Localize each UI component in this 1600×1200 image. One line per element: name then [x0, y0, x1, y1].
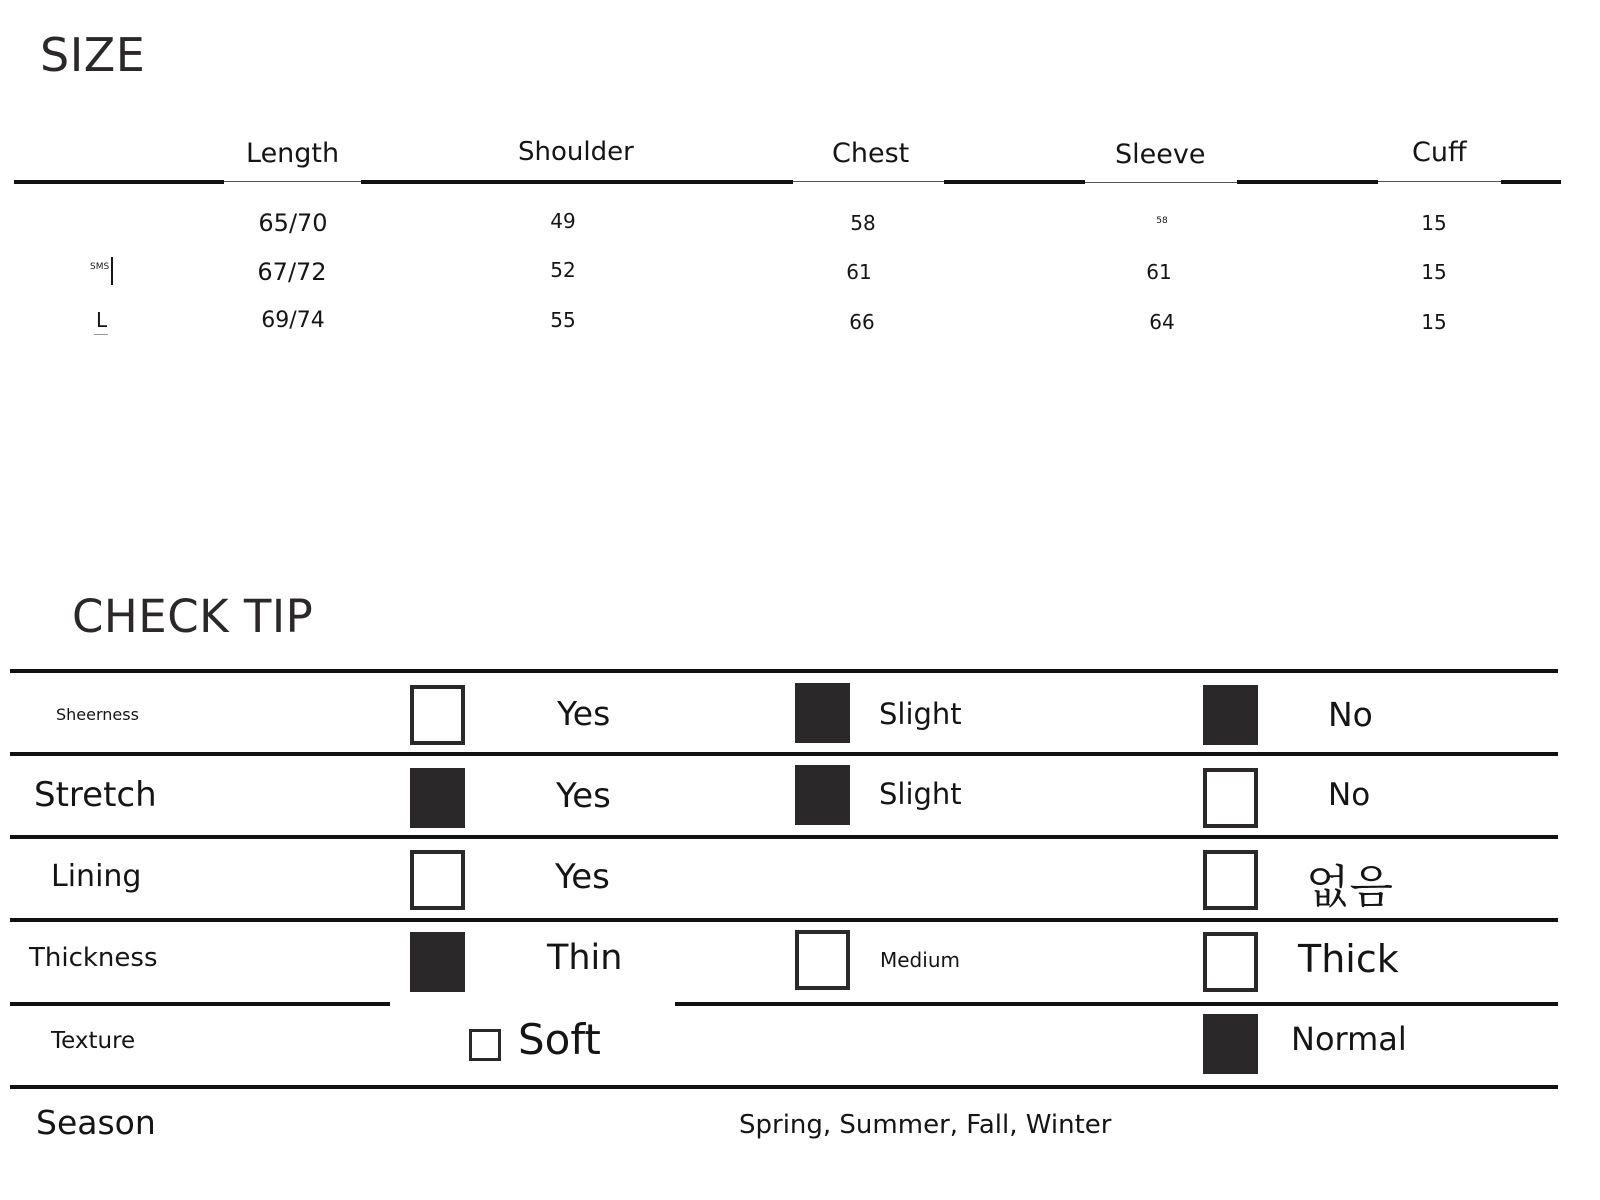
- thickness-thick-checkbox[interactable]: [1203, 932, 1258, 992]
- header-rule: [14, 180, 224, 184]
- lining-label: Lining: [51, 859, 142, 894]
- row-divider: [111, 257, 113, 285]
- row-rule: [10, 752, 1558, 756]
- thickness-medium-checkbox[interactable]: [795, 930, 850, 990]
- cell-chest: 61: [846, 260, 872, 284]
- header-rule: [944, 180, 1085, 184]
- thickness-thin-label: Thin: [547, 938, 623, 978]
- lining-none-checkbox[interactable]: [1203, 850, 1258, 910]
- cell-cuff: 15: [1421, 260, 1447, 284]
- header-underline: [793, 181, 944, 182]
- column-header-shoulder: Shoulder: [518, 137, 634, 167]
- cell-shoulder: 55: [550, 308, 576, 332]
- stretch-label: Stretch: [34, 775, 157, 815]
- header-underline: [224, 181, 361, 182]
- size-label: SMS: [90, 262, 110, 272]
- stretch-slight-checkbox[interactable]: [795, 765, 850, 825]
- sheerness-yes-label: Yes: [557, 694, 611, 733]
- row-rule: [675, 1002, 1558, 1006]
- cell-chest: 66: [849, 310, 875, 334]
- cell-length: 65/70: [258, 209, 328, 237]
- stretch-yes-checkbox[interactable]: [410, 768, 465, 828]
- size-label: L: [96, 308, 108, 332]
- sheerness-label: Sheerness: [56, 705, 139, 724]
- row-rule: [10, 835, 1558, 839]
- sheerness-yes-checkbox[interactable]: [410, 685, 465, 745]
- texture-normal-label: Normal: [1291, 1020, 1407, 1058]
- row-rule: [10, 918, 1558, 922]
- lining-yes-label: Yes: [555, 857, 610, 897]
- row-rule: [10, 1002, 390, 1006]
- stretch-slight-label: Slight: [879, 777, 962, 811]
- header-rule: [361, 180, 793, 184]
- texture-normal-checkbox[interactable]: [1203, 1014, 1258, 1074]
- cell-length: 67/72: [257, 258, 327, 286]
- size-title: SIZE: [40, 28, 146, 82]
- cell-sleeve: 58: [1156, 216, 1168, 226]
- cell-sleeve: 64: [1149, 310, 1175, 334]
- stretch-no-checkbox[interactable]: [1203, 768, 1258, 828]
- header-rule: [1237, 180, 1378, 184]
- stretch-yes-label: Yes: [556, 776, 611, 816]
- thickness-thick-label: Thick: [1298, 937, 1399, 981]
- row-rule: [10, 669, 1558, 673]
- check-tip-title: CHECK TIP: [72, 590, 314, 643]
- cell-shoulder: 52: [550, 258, 576, 282]
- thickness-medium-label: Medium: [880, 948, 960, 972]
- header-underline: [1085, 182, 1237, 183]
- row-rule: [10, 1085, 1558, 1089]
- lining-none-label: 없음: [1306, 860, 1393, 913]
- thickness-label: Thickness: [29, 943, 158, 973]
- header-rule: [1501, 180, 1561, 184]
- column-header-chest: Chest: [832, 138, 910, 169]
- sheerness-no-label: No: [1328, 695, 1373, 734]
- season-label: Season: [36, 1103, 156, 1142]
- sheerness-slight-checkbox[interactable]: [795, 683, 850, 743]
- cell-length: 69/74: [261, 308, 325, 333]
- cell-cuff: 15: [1421, 211, 1447, 235]
- thickness-thin-checkbox[interactable]: [410, 932, 465, 992]
- size-label-underline: [94, 334, 108, 335]
- texture-label: Texture: [51, 1028, 136, 1054]
- season-value: Spring, Summer, Fall, Winter: [739, 1110, 1112, 1140]
- header-underline: [1378, 181, 1501, 182]
- texture-soft-label: Soft: [518, 1015, 601, 1064]
- lining-yes-checkbox[interactable]: [410, 850, 465, 910]
- cell-sleeve: 61: [1146, 260, 1172, 284]
- texture-soft-checkbox[interactable]: [469, 1029, 501, 1061]
- column-header-sleeve: Sleeve: [1115, 139, 1206, 170]
- cell-cuff: 15: [1421, 310, 1447, 334]
- stretch-no-label: No: [1328, 777, 1371, 813]
- column-header-cuff: Cuff: [1412, 137, 1467, 168]
- sheerness-no-checkbox[interactable]: [1203, 685, 1258, 745]
- cell-shoulder: 49: [550, 209, 576, 233]
- sheerness-slight-label: Slight: [879, 697, 962, 731]
- cell-chest: 58: [850, 211, 876, 235]
- column-header-length: Length: [246, 138, 340, 169]
